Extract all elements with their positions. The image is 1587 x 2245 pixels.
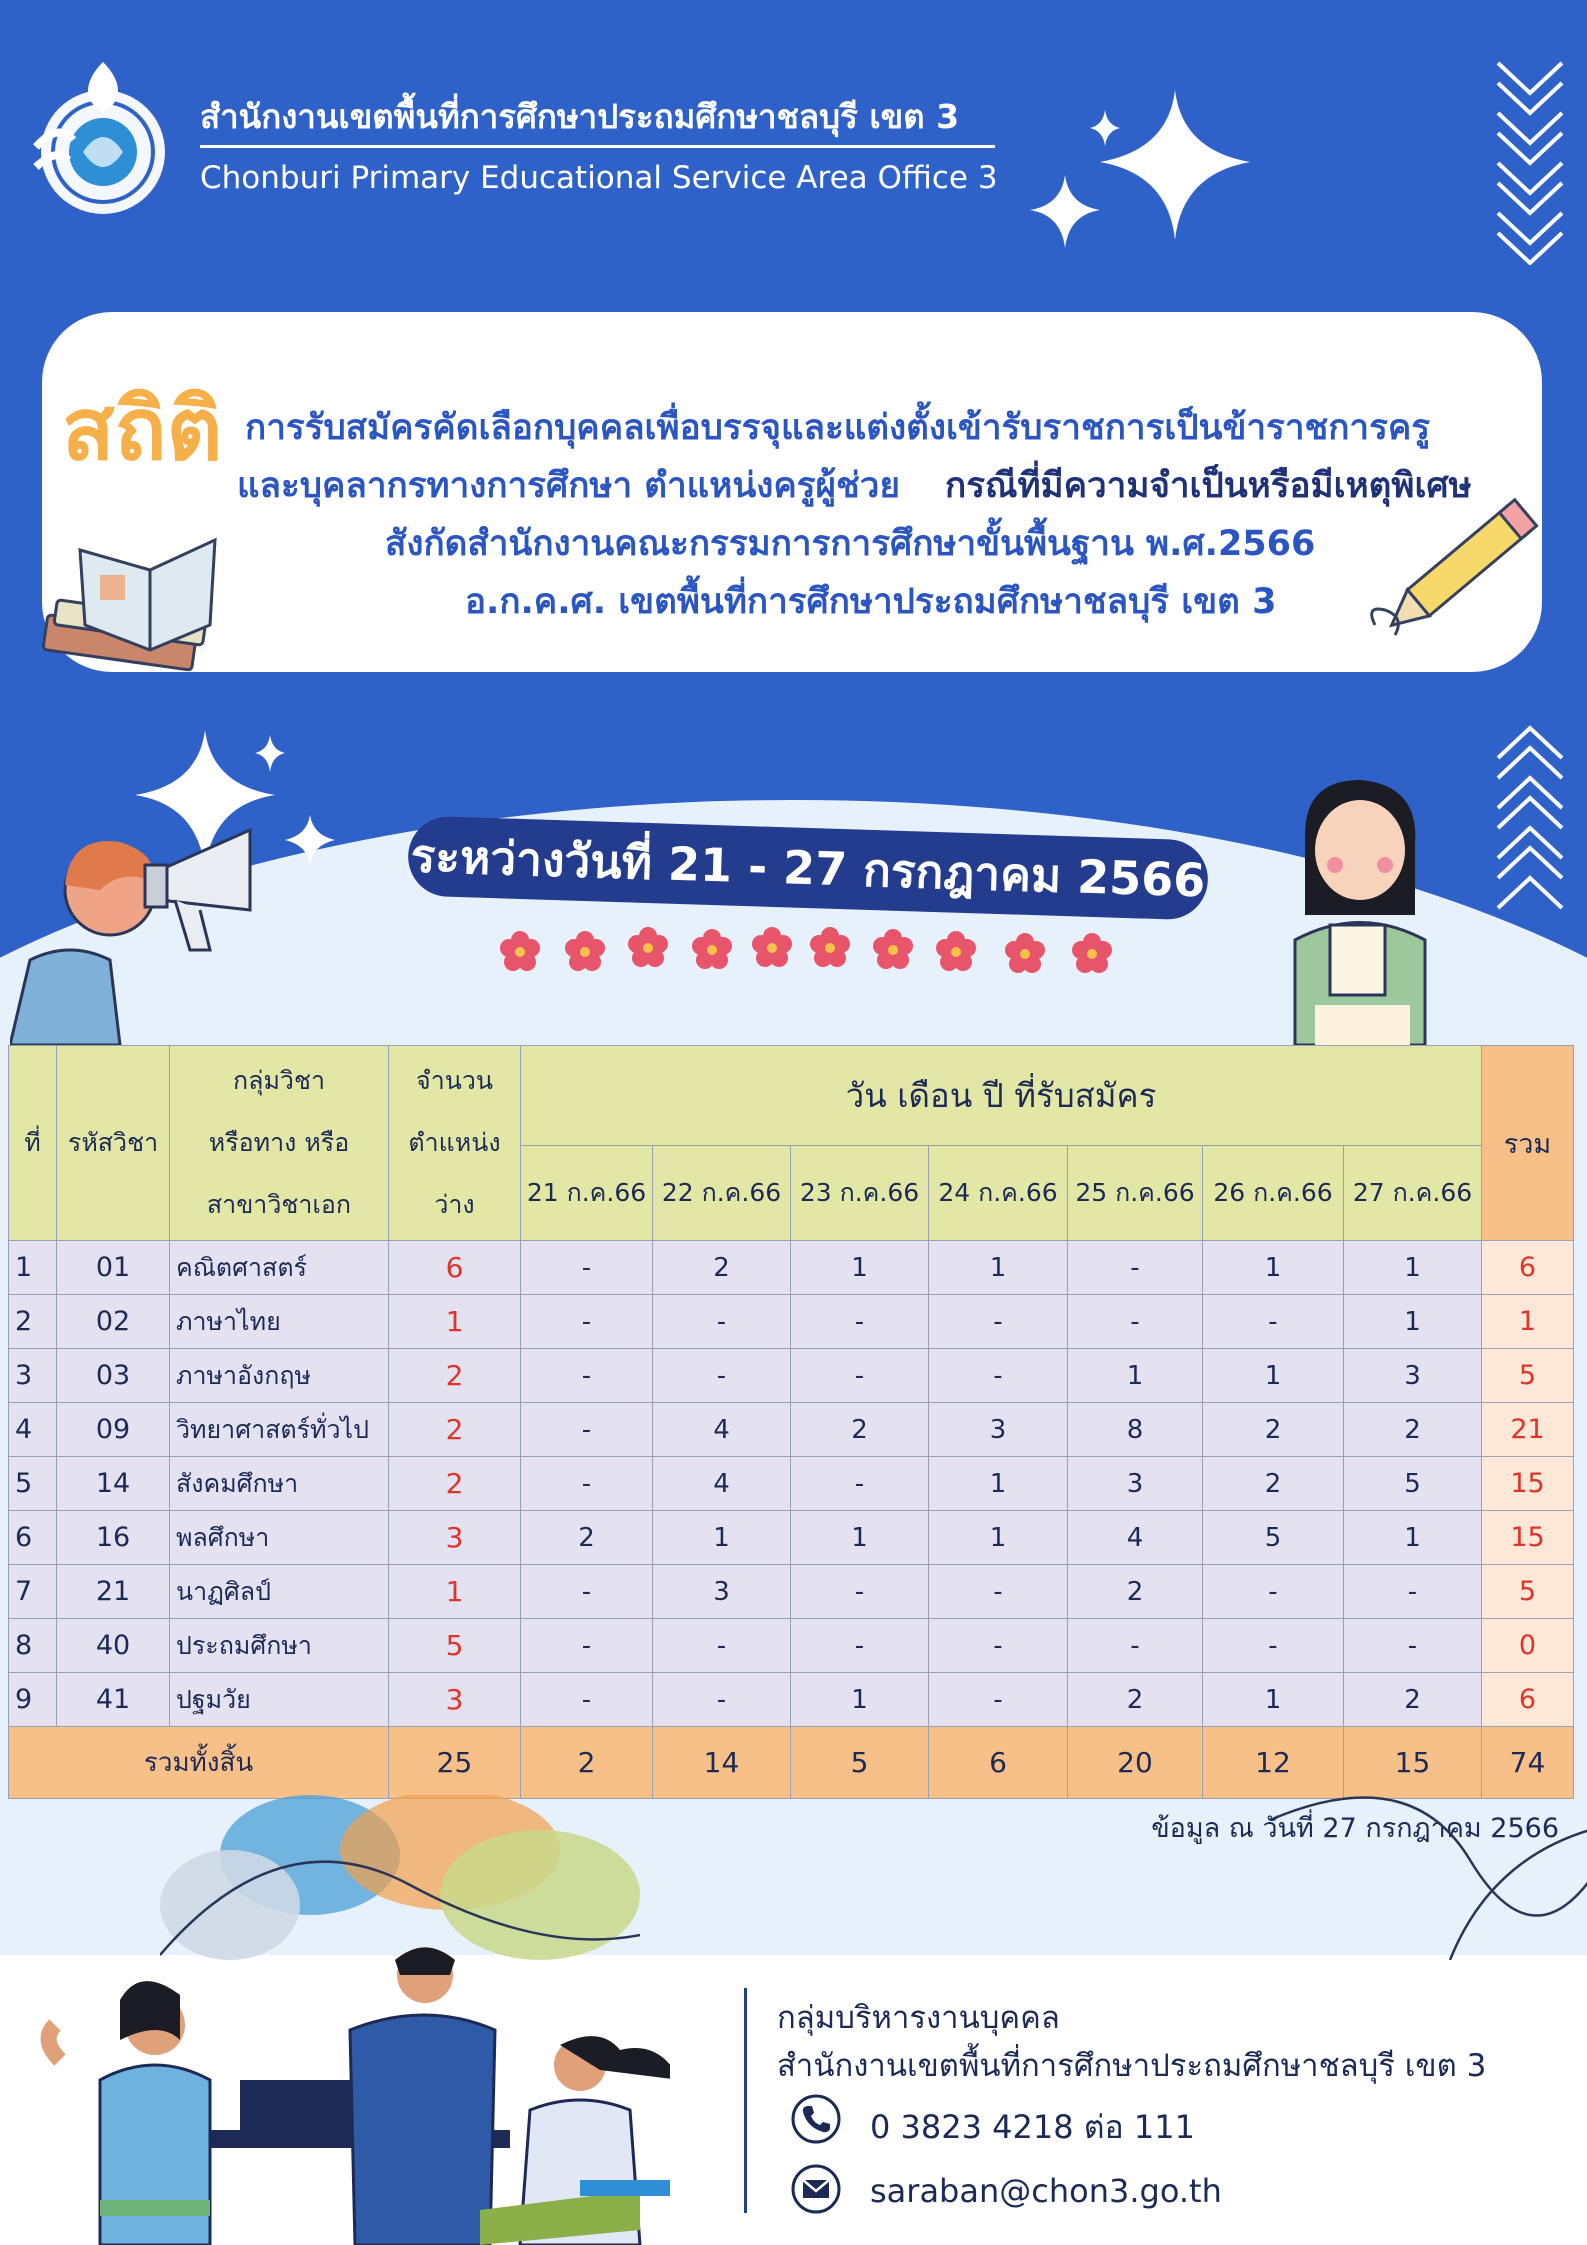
header-group-line1: กลุ่มวิชา <box>233 1066 325 1095</box>
table-row <box>9 1295 1574 1349</box>
row-no: 1 <box>9 1241 57 1295</box>
row-day-count: 4 <box>1068 1511 1203 1565</box>
contact-email[interactable]: saraban@chon3.go.th <box>870 2172 1222 2210</box>
header-total: รวม <box>1482 1046 1574 1241</box>
row-total: 15 <box>1482 1457 1574 1511</box>
row-day-count: 4 <box>653 1457 791 1511</box>
row-day-count: - <box>1068 1241 1203 1295</box>
stat-heading: สถิติ <box>62 380 223 480</box>
chevron-down-icon <box>1490 55 1570 265</box>
header-date-3: 23 ก.ค.66 <box>791 1146 929 1241</box>
row-day-count: 3 <box>653 1565 791 1619</box>
row-code: 16 <box>57 1511 170 1565</box>
row-day-count: - <box>653 1295 791 1349</box>
row-subject: ภาษาไทย <box>170 1295 389 1349</box>
title-line-2a: และบุคลากรทางการศึกษา ตำแหน่งครูผู้ช่วย <box>237 466 900 506</box>
sparkle-icon <box>1020 80 1260 280</box>
table-row <box>9 1349 1574 1403</box>
row-day-count: 1 <box>791 1511 929 1565</box>
header-group-line3: สาขาวิชาเอก <box>206 1190 352 1219</box>
footer-day-total: 15 <box>1344 1727 1482 1799</box>
row-day-count: - <box>791 1619 929 1673</box>
row-day-count: 3 <box>1068 1457 1203 1511</box>
footer-day-total: 12 <box>1203 1727 1344 1799</box>
row-day-count: 1 <box>929 1511 1068 1565</box>
row-day-count: - <box>1203 1565 1344 1619</box>
row-day-count: 1 <box>791 1673 929 1727</box>
row-day-count: 1 <box>1203 1241 1344 1295</box>
row-subject: ประถมศึกษา <box>170 1619 389 1673</box>
row-day-count: 2 <box>1068 1673 1203 1727</box>
row-day-count: 1 <box>1344 1241 1482 1295</box>
footer-label: รวมทั้งสิ้น <box>9 1727 389 1799</box>
girl-illustration <box>1275 775 1435 1045</box>
table-row <box>9 1673 1574 1727</box>
row-subject: พลศึกษา <box>170 1511 389 1565</box>
row-day-count: - <box>653 1349 791 1403</box>
footer-open-total: 25 <box>389 1727 521 1799</box>
phone-icon <box>790 2093 842 2145</box>
table-row <box>9 1619 1574 1673</box>
row-no: 2 <box>9 1295 57 1349</box>
footer-day-total: 6 <box>929 1727 1068 1799</box>
header-date-4: 24 ก.ค.66 <box>929 1146 1068 1241</box>
row-day-count: 1 <box>1203 1673 1344 1727</box>
header-group <box>170 1046 389 1241</box>
row-day-count: 2 <box>1203 1403 1344 1457</box>
row-day-count: - <box>791 1457 929 1511</box>
title-line-2b: กรณีที่มีความจำเป็นหรือมีเหตุพิเศษ <box>945 466 1472 506</box>
row-day-count: - <box>653 1619 791 1673</box>
row-open-positions: 1 <box>389 1565 521 1619</box>
contact-group: กลุ่มบริหารงานบุคคล <box>777 2000 1060 2036</box>
row-open-positions: 3 <box>389 1673 521 1727</box>
row-subject: วิทยาศาสตร์ทั่วไป <box>170 1403 389 1457</box>
row-day-count: 2 <box>1068 1565 1203 1619</box>
row-day-count: 5 <box>1203 1511 1344 1565</box>
row-day-count: - <box>653 1673 791 1727</box>
row-code: 14 <box>57 1457 170 1511</box>
title-line-4: อ.ก.ค.ศ. เขตพื้นที่การศึกษาประถมศึกษาชลบุรี เขต 3 <box>465 582 1277 622</box>
row-day-count: - <box>1203 1619 1344 1673</box>
row-total: 5 <box>1482 1349 1574 1403</box>
row-day-count: 1 <box>929 1457 1068 1511</box>
row-day-count: 1 <box>1344 1295 1482 1349</box>
row-day-count: - <box>1344 1619 1482 1673</box>
table-row <box>9 1511 1574 1565</box>
row-day-count: 4 <box>653 1403 791 1457</box>
row-day-count: 2 <box>521 1511 653 1565</box>
row-code: 40 <box>57 1619 170 1673</box>
footer-day-total: 2 <box>521 1727 653 1799</box>
header-date-7: 27 ก.ค.66 <box>1344 1146 1482 1241</box>
row-open-positions: 2 <box>389 1349 521 1403</box>
row-code: 09 <box>57 1403 170 1457</box>
emblem-logo <box>28 52 178 222</box>
row-open-positions: 3 <box>389 1511 521 1565</box>
row-code: 03 <box>57 1349 170 1403</box>
row-day-count: - <box>521 1565 653 1619</box>
office-name-english: Chonburi Primary Educational Service Area Office 3 <box>200 160 998 196</box>
row-day-count: 3 <box>1344 1349 1482 1403</box>
row-day-count: - <box>929 1619 1068 1673</box>
row-day-count: 2 <box>1344 1673 1482 1727</box>
footer-divider <box>744 1988 747 2213</box>
header-divider <box>200 145 995 148</box>
books-icon <box>40 530 240 680</box>
header-open-line1: จำนวน <box>416 1066 493 1095</box>
row-no: 3 <box>9 1349 57 1403</box>
header-date-1: 21 ก.ค.66 <box>521 1146 653 1241</box>
header-code: รหัสวิชา <box>57 1046 170 1241</box>
contact-office: สำนักงานเขตพื้นที่การศึกษาประถมศึกษาชลบุรี เขต 3 <box>777 2048 1487 2084</box>
row-day-count: 2 <box>653 1241 791 1295</box>
row-total: 15 <box>1482 1511 1574 1565</box>
header-dates-title: วัน เดือน ปี ที่รับสมัคร <box>521 1046 1482 1146</box>
row-day-count: 1 <box>929 1241 1068 1295</box>
row-total: 1 <box>1482 1295 1574 1349</box>
row-day-count: 1 <box>1203 1349 1344 1403</box>
data-as-of: ข้อมูล ณ วันที่ 27 กรกฎาคม 2566 <box>1151 1813 1559 1844</box>
people-illustration <box>40 1930 670 2245</box>
row-day-count: - <box>929 1295 1068 1349</box>
row-day-count: 5 <box>1344 1457 1482 1511</box>
row-total: 21 <box>1482 1403 1574 1457</box>
row-day-count: 2 <box>791 1403 929 1457</box>
row-total: 0 <box>1482 1619 1574 1673</box>
row-day-count: - <box>521 1349 653 1403</box>
row-total: 5 <box>1482 1565 1574 1619</box>
row-code: 02 <box>57 1295 170 1349</box>
row-subject: นาฏศิลป์ <box>170 1565 389 1619</box>
table-row <box>9 1403 1574 1457</box>
megaphone-person-illustration <box>10 800 260 1045</box>
statistics-table <box>8 1045 1574 1799</box>
row-day-count: - <box>929 1673 1068 1727</box>
row-day-count: 1 <box>653 1511 791 1565</box>
row-day-count: - <box>521 1295 653 1349</box>
row-day-count: 1 <box>1068 1349 1203 1403</box>
header-open-positions <box>389 1046 521 1241</box>
row-open-positions: 2 <box>389 1403 521 1457</box>
mail-icon <box>790 2163 842 2215</box>
row-subject: คณิตศาสตร์ <box>170 1241 389 1295</box>
row-day-count: - <box>521 1403 653 1457</box>
title-line-3: สังกัดสำนักงานคณะกรรมการการศึกษาขั้นพื้นฐาน พ.ศ.2566 <box>385 524 1316 564</box>
row-code: 01 <box>57 1241 170 1295</box>
row-day-count: 1 <box>791 1241 929 1295</box>
row-code: 21 <box>57 1565 170 1619</box>
period-text: ระหว่างวันที่ 21 - 27 กรกฎาคม 2566 <box>409 828 1207 908</box>
row-day-count: 3 <box>929 1403 1068 1457</box>
row-subject: ภาษาอังกฤษ <box>170 1349 389 1403</box>
row-open-positions: 1 <box>389 1295 521 1349</box>
row-day-count: - <box>791 1565 929 1619</box>
table-row <box>9 1565 1574 1619</box>
header-no: ที่ <box>9 1046 57 1241</box>
title-line-1: การรับสมัครคัดเลือกบุคคลเพื่อบรรจุและแต่งตั้งเข้ารับราชการเป็นข้าราชการครู <box>245 408 1431 448</box>
footer-day-total: 20 <box>1068 1727 1203 1799</box>
row-no: 8 <box>9 1619 57 1673</box>
row-subject: ปฐมวัย <box>170 1673 389 1727</box>
chevron-up-icon <box>1490 720 1570 920</box>
row-day-count: 1 <box>1344 1511 1482 1565</box>
contact-phone[interactable]: 0 3823 4218 ต่อ 111 <box>870 2108 1195 2146</box>
row-total: 6 <box>1482 1241 1574 1295</box>
row-day-count: - <box>791 1349 929 1403</box>
row-day-count: - <box>521 1673 653 1727</box>
row-day-count: 2 <box>1344 1403 1482 1457</box>
row-day-count: - <box>1203 1295 1344 1349</box>
row-day-count: - <box>929 1565 1068 1619</box>
row-day-count: - <box>521 1619 653 1673</box>
row-day-count: 2 <box>1203 1457 1344 1511</box>
footer-grand-total: 74 <box>1482 1727 1574 1799</box>
pencil-icon <box>1365 485 1550 645</box>
row-open-positions: 6 <box>389 1241 521 1295</box>
row-day-count: - <box>1068 1619 1203 1673</box>
row-day-count: - <box>1344 1565 1482 1619</box>
header-group-line2: หรือทาง หรือ <box>208 1128 350 1157</box>
row-day-count: - <box>929 1349 1068 1403</box>
row-no: 7 <box>9 1565 57 1619</box>
footer-day-total: 14 <box>653 1727 791 1799</box>
row-code: 41 <box>57 1673 170 1727</box>
header-open-line2: ตำแหน่ง <box>408 1128 501 1157</box>
decorative-curves <box>1270 1760 1587 1960</box>
row-day-count: 8 <box>1068 1403 1203 1457</box>
row-day-count: - <box>791 1295 929 1349</box>
row-no: 5 <box>9 1457 57 1511</box>
flower-icon <box>490 920 1130 980</box>
footer-day-total: 5 <box>791 1727 929 1799</box>
row-open-positions: 2 <box>389 1457 521 1511</box>
row-no: 9 <box>9 1673 57 1727</box>
header-date-5: 25 ก.ค.66 <box>1068 1146 1203 1241</box>
row-day-count: - <box>521 1241 653 1295</box>
row-total: 6 <box>1482 1673 1574 1727</box>
table-row <box>9 1241 1574 1295</box>
row-day-count: - <box>1068 1295 1203 1349</box>
header-open-line3: ว่าง <box>434 1190 475 1219</box>
row-no: 6 <box>9 1511 57 1565</box>
header-date-2: 22 ก.ค.66 <box>653 1146 791 1241</box>
row-no: 4 <box>9 1403 57 1457</box>
header-date-6: 26 ก.ค.66 <box>1203 1146 1344 1241</box>
row-open-positions: 5 <box>389 1619 521 1673</box>
row-day-count: - <box>521 1457 653 1511</box>
office-name-thai: สำนักงานเขตพื้นที่การศึกษาประถมศึกษาชลบุรี เขต 3 <box>200 97 960 136</box>
table-row <box>9 1457 1574 1511</box>
row-subject: สังคมศึกษา <box>170 1457 389 1511</box>
